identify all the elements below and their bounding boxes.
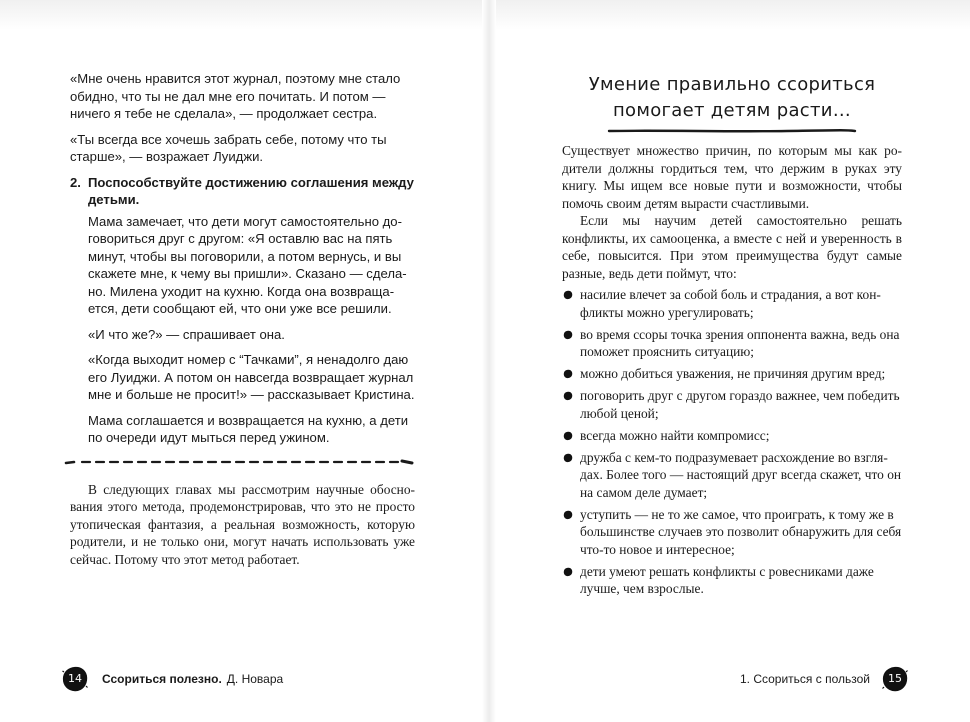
bullet-icon	[563, 431, 573, 441]
left-paragraph-2: «Ты всегда все хочешь забрать себе, потому что ты старше», — возражает Луиджи.	[70, 131, 387, 164]
list-item	[562, 286, 902, 321]
item-number: 2.	[70, 174, 81, 190]
left-page-number: 14	[68, 672, 82, 685]
footer-author: Д. Новара	[226, 672, 284, 686]
list-item-text: насилие влечет за собой боль и страдания, а вот конфликты можно урегулировать;	[580, 287, 881, 320]
left-closing-paragraph: В следующих главах мы рассмотрим научные обоснования этого метода, продемонстрировав, что это не просто утопическая фантазия, а реальная возможность, которую родители, и не только они, могут начать использовать уже сейчас. Потому что этот метод работает.	[70, 481, 415, 567]
list-item	[562, 365, 902, 383]
item-paragraph-1: Мама замечает, что дети могут самостоятельно договориться друг с другом: «Я оставлю вас на пять минут, чтобы вы поговорили, а потом вернусь, и вы скажете мне, к чему вы пришли». Сказано — сделано. Милена уходит на кухню. Когда она возвращается, дети сообщают ей, что они уже все решили.	[88, 213, 407, 316]
list-item-text: можно добиться уважения, не причиняя другим вред;	[580, 366, 886, 381]
left-footer	[62, 664, 283, 694]
right-paragraph-1: Существует множество причин, по которым мы как родители должны гордиться тем, что держим в руках эту книгу. Мы ищем все новые пути и возможности, чтобы помочь своим детям вырасти счастливыми.	[562, 143, 902, 211]
bullet-icon	[563, 453, 573, 463]
bullet-icon	[563, 567, 573, 577]
list-item-text: всегда можно найти компромисс;	[580, 427, 770, 443]
right-footer	[740, 664, 908, 694]
list-item	[562, 449, 902, 502]
page-number-badge-right	[882, 666, 908, 692]
right-paragraph-2: Если мы научим детей самостоятельно решать конфликты, их самооценка, а вместе с ней и уверенность в себе, повысится. При этом преимущества будут самые разные, ведь дети поймут, что:	[562, 213, 902, 281]
item-paragraph-2: «И что же?» — спрашивает она.	[88, 326, 285, 342]
list-item-text: дети умеют решать конфликты с ровесниками даже лучше, чем взрослые.	[580, 563, 874, 596]
list-item	[562, 387, 902, 422]
list-item-text: во время ссоры точка зрения оппонента важна, ведь она поможет прояснить ситуацию;	[580, 326, 900, 359]
list-item	[562, 506, 902, 559]
heading-line-1: Умение правильно ссориться	[588, 74, 876, 95]
bullet-icon	[563, 510, 573, 520]
item-paragraph-3: «Когда выходит номер с “Тачками”, я ненадолго даю его Луиджи. А потом он навсегда возвращает журнал мне и больше не просит!» — рассказывает Кристина.	[88, 352, 415, 402]
left-page	[70, 70, 415, 568]
benefits-list	[562, 286, 902, 598]
item-paragraph-4: Мама соглашается и возвращается на кухню, а дети по очереди идут мыться перед ужином.	[88, 412, 409, 445]
list-item-text: уступить — не то же самое, что проиграть, к тому же в большинстве случаев это позволит обнаружить для себя что-то новое и интересное;	[580, 506, 902, 557]
footer-chapter-title: 1. Ссориться с пользой	[739, 672, 870, 686]
left-paragraph-1: «Мне очень нравится этот журнал, поэтому мне стало обидно, что ты не дал мне его почитать. И потом — ничего я тебе не сделала», — продолжает сестра.	[70, 71, 401, 121]
list-item-text: поговорить друг с другом гораздо важнее, чем победить любой ценой;	[580, 388, 900, 421]
heading-underline	[607, 128, 857, 134]
bullet-icon	[563, 369, 573, 379]
footer-book-title: Ссориться полезно.	[102, 672, 222, 686]
bullet-icon	[563, 330, 573, 340]
bullet-icon	[563, 290, 573, 300]
page-number-badge-left	[62, 666, 88, 692]
dashed-divider	[64, 455, 414, 469]
section-heading	[562, 72, 902, 134]
list-item	[562, 326, 902, 361]
item-heading: Поспособствуйте достижению соглашения между детьми.	[88, 174, 414, 207]
list-item	[562, 427, 902, 445]
numbered-item-2	[70, 174, 415, 447]
list-item	[562, 563, 902, 598]
list-item-text: дружба с кем-то подразумевает расхождение во взглядах. Более того — настоящий друг всегда скажет, что он на самом деле думает;	[580, 449, 902, 500]
right-page-number: 15	[888, 672, 902, 685]
heading-line-2: помогает детям расти…	[612, 100, 852, 121]
bullet-icon	[563, 391, 573, 401]
book-spine	[482, 0, 496, 722]
right-page	[562, 70, 902, 602]
